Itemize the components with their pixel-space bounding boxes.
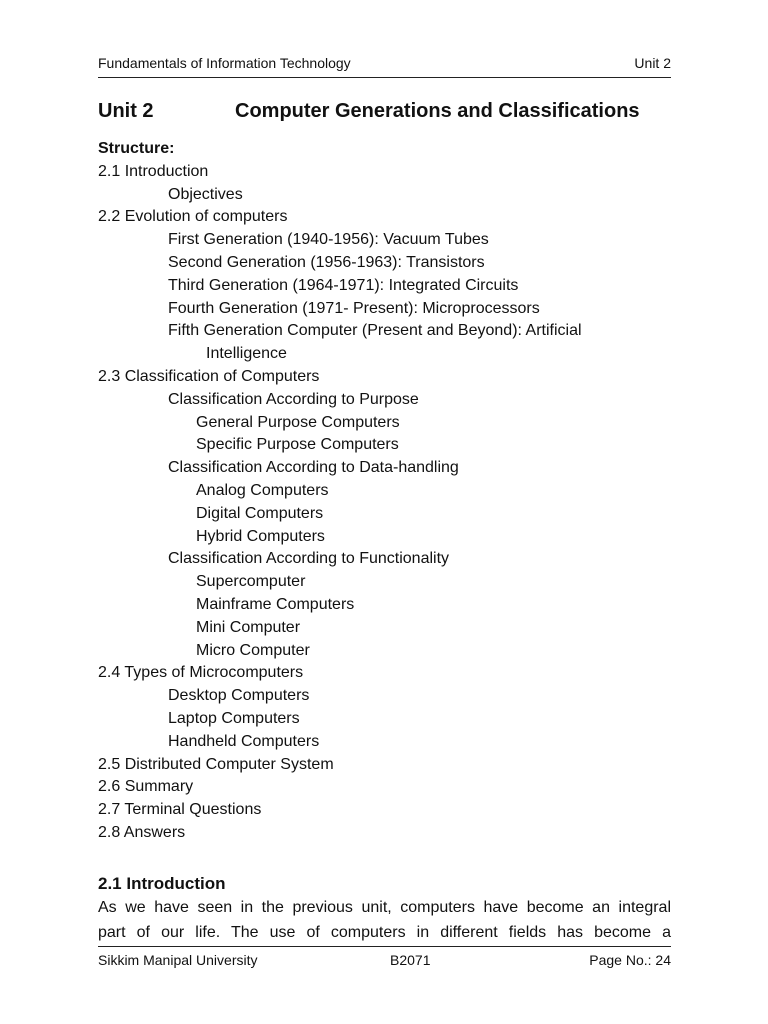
footer-rule — [98, 946, 671, 947]
toc-entry: 2.7 Terminal Questions — [98, 801, 262, 818]
section-paragraph — [98, 895, 671, 945]
toc-entry: Supercomputer — [196, 573, 306, 590]
toc-entry: 2.3 Classification of Computers — [98, 368, 320, 385]
toc-entry: Mini Computer — [196, 619, 301, 636]
footer-course-code: B2071 — [390, 952, 431, 968]
toc-entry: Mainframe Computers — [196, 596, 355, 613]
unit-title-text: Computer Generations and Classifications — [235, 100, 640, 122]
toc-entry: Third Generation (1964-1971): Integrated Circuits — [168, 277, 519, 294]
toc-entry: 2.4 Types of Microcomputers — [98, 664, 304, 681]
toc-entry: 2.8 Answers — [98, 824, 186, 841]
header-unit-label: Unit 2 — [634, 55, 671, 71]
structure-label: Structure: — [98, 140, 175, 157]
header-rule — [98, 77, 671, 78]
toc-entry: Objectives — [168, 186, 243, 203]
toc-entry: Desktop Computers — [168, 687, 310, 704]
running-footer — [98, 952, 671, 972]
header-course-title: Fundamentals of Information Technology — [98, 55, 351, 71]
footer-page-number: Page No.: 24 — [589, 952, 671, 968]
toc-entry: Fourth Generation (1971- Present): Microprocessors — [168, 300, 540, 317]
toc-entry: Second Generation (1956-1963): Transistors — [168, 254, 485, 271]
toc-entry: Hybrid Computers — [196, 528, 325, 545]
toc-entry: Digital Computers — [196, 505, 324, 522]
unit-number: Unit 2 — [98, 100, 154, 122]
unit-title — [98, 100, 671, 130]
toc-entry: Classification According to Data-handling — [168, 459, 459, 476]
paragraph-line: part of our life. The use of computers in different fields has become a — [98, 924, 671, 941]
toc-entry: Laptop Computers — [168, 710, 300, 727]
toc-entry: First Generation (1940-1956): Vacuum Tubes — [168, 231, 489, 248]
toc-entry: Fifth Generation Computer (Present and Beyond): Artificial — [168, 322, 582, 339]
toc-entry: General Purpose Computers — [196, 414, 400, 431]
toc-entry: 2.1 Introduction — [98, 163, 209, 180]
toc-entry: Intelligence — [206, 345, 287, 362]
toc-entry: 2.5 Distributed Computer System — [98, 756, 334, 773]
toc-entry: Micro Computer — [196, 642, 310, 659]
paragraph-line: As we have seen in the previous unit, computers have become an integral — [98, 899, 671, 916]
toc-entry: Classification According to Purpose — [168, 391, 419, 408]
section-heading: 2.1 Introduction — [98, 874, 226, 893]
toc-entry: Specific Purpose Computers — [196, 436, 399, 453]
toc-entry: Classification According to Functionality — [168, 550, 450, 567]
toc-entry: 2.6 Summary — [98, 778, 194, 795]
footer-university: Sikkim Manipal University — [98, 952, 258, 968]
toc-entry: Handheld Computers — [168, 733, 320, 750]
running-header — [98, 52, 671, 74]
toc-entry: Analog Computers — [196, 482, 329, 499]
toc-entry: 2.2 Evolution of computers — [98, 208, 288, 225]
